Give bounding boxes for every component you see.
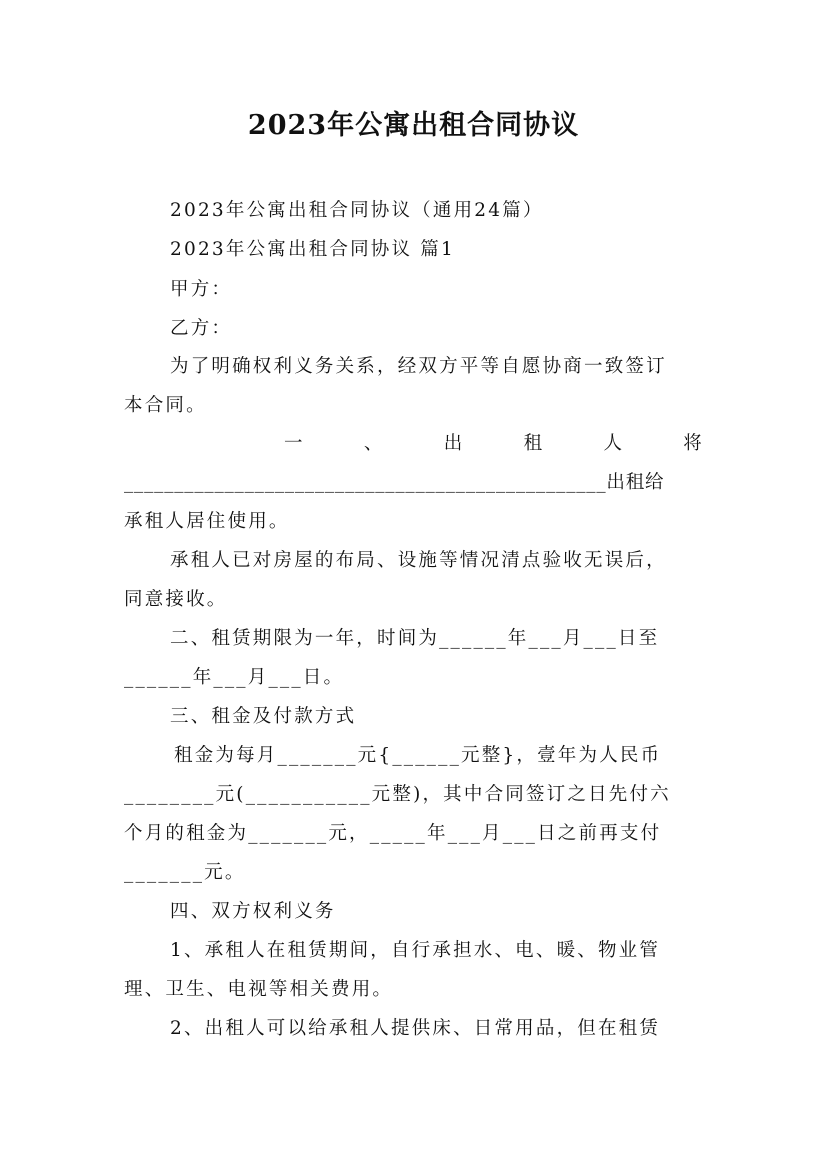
rent-line: ________元(___________元整)，其中合同签订之日先付六	[124, 784, 671, 805]
party-b-line: 乙方：	[170, 318, 233, 339]
spread-char: 人	[603, 433, 625, 454]
spread-char: 将	[683, 433, 704, 454]
paragraph-line: 承租人居住使用。	[124, 511, 290, 532]
clause-line: 理、卫生、电视等相关费用。	[124, 979, 394, 1000]
clause-line: 1、承租人在租赁期间，自行承担水、电、暖、物业管	[170, 940, 661, 961]
rent-line: 个月的租金为_______元，_____年___月___日之前再支付	[124, 823, 662, 844]
clause-line: 2、出租人可以给承租人提供床、日常用品，但在租赁	[170, 1018, 661, 1039]
rent-line: 租金为每月_______元{______元整}，壹年为人民币	[174, 745, 662, 766]
doc-subtitle: 2023年公寓出租合同协议（通用24篇）	[170, 200, 544, 221]
lease-term-line: 二、租赁期限为一年，时间为______年___月___日至	[170, 628, 660, 649]
section-heading: 四、双方权利义务	[170, 901, 336, 922]
spread-char: 、	[363, 433, 385, 454]
section-heading: 2023年公寓出租合同协议 篇1	[170, 239, 455, 260]
blank-fill-line: ________________________________________________出租给	[124, 472, 665, 493]
paragraph-line: 本合同。	[124, 395, 207, 416]
spread-clause-line	[124, 431, 704, 457]
spread-char: 租	[523, 433, 545, 454]
lease-term-line: ______年___月___日。	[124, 667, 345, 688]
paragraph-line: 为了明确权利义务关系，经双方平等自愿协商一致签订	[170, 356, 667, 377]
paragraph-line: 同意接收。	[124, 589, 228, 610]
paragraph-line: 承租人已对房屋的布局、设施等情况清点验收无误后，	[170, 550, 667, 571]
rent-line: _______元。	[124, 862, 246, 883]
party-a-line: 甲方：	[170, 279, 233, 300]
section-heading: 三、租金及付款方式	[170, 706, 357, 727]
spread-char: 出	[443, 433, 465, 454]
spread-char: 一	[284, 433, 305, 454]
document-title: 2023年公寓出租合同协议	[247, 110, 580, 141]
